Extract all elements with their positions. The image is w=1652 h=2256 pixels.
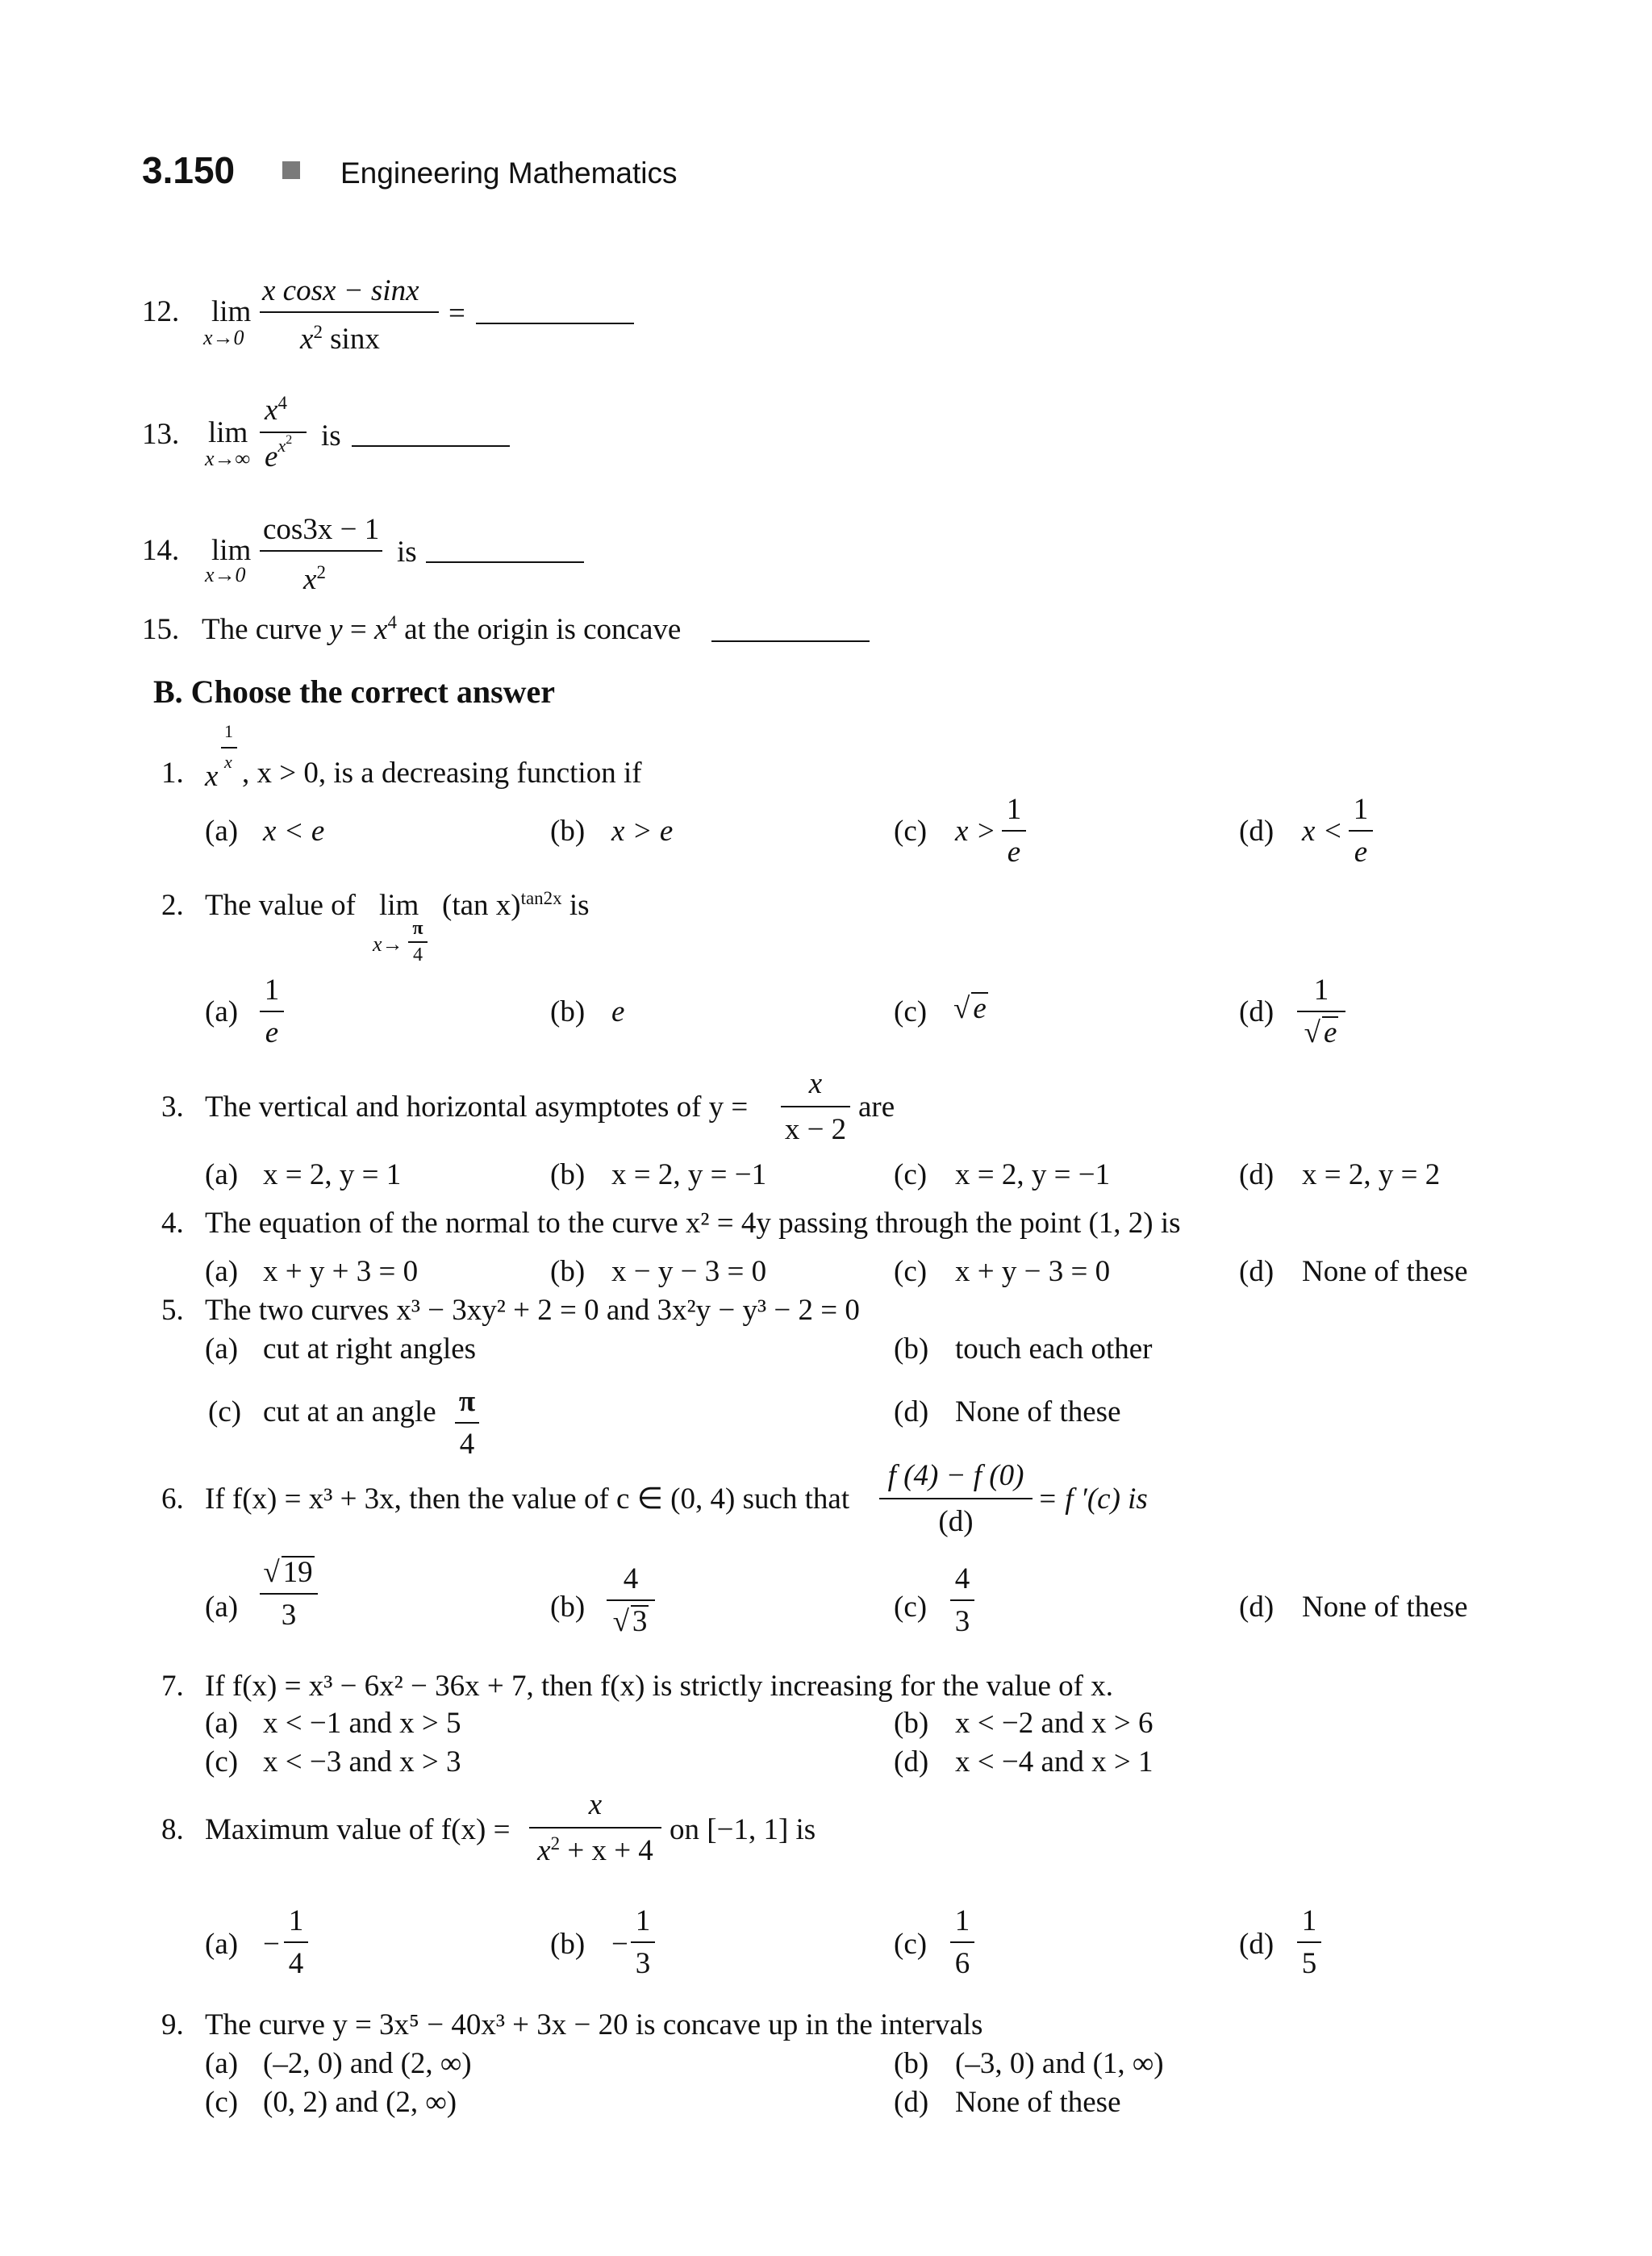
option-c-text: cut at an angle bbox=[263, 1395, 436, 1428]
option-c-text: (0, 2) and (2, ∞) bbox=[263, 2086, 457, 2119]
option-a-label: (a) bbox=[205, 2047, 239, 2080]
option-c-text: x = 2, y = −1 bbox=[955, 1158, 1111, 1191]
option-d-label: (d) bbox=[1239, 1255, 1274, 1288]
answer-blank bbox=[352, 445, 510, 447]
question-text: If f(x) = x³ − 6x² − 36x + 7, then f(x) is strictly increasing for the value of x. bbox=[205, 1670, 1113, 1703]
stem-base: x bbox=[205, 760, 219, 793]
question-number: 8. bbox=[161, 1813, 184, 1846]
option-b-label: (b) bbox=[550, 1591, 586, 1624]
fraction-numerator: f (4) − f (0) bbox=[887, 1459, 1024, 1492]
option-c-fraction bbox=[455, 1384, 479, 1462]
denominator: $x^2$ bbox=[303, 562, 326, 596]
fraction-numerator: π bbox=[412, 918, 423, 939]
option-d-label: (d) bbox=[894, 1745, 929, 1779]
option-b-label: (b) bbox=[550, 815, 586, 848]
option-b-text: x < −2 and x > 6 bbox=[955, 1707, 1153, 1740]
option-a-text: (–2, 0) and (2, ∞) bbox=[263, 2047, 472, 2080]
option-d-label: (d) bbox=[1239, 815, 1274, 848]
fraction-bar bbox=[260, 432, 307, 433]
fraction-denominator: 5 bbox=[1301, 1947, 1317, 1980]
lim-label: lim bbox=[208, 416, 248, 449]
fraction-denominator: 4 bbox=[288, 1947, 304, 1980]
option-d-text: x < bbox=[1302, 815, 1343, 848]
answer-blank bbox=[426, 561, 584, 563]
option-b-label: (b) bbox=[550, 995, 586, 1028]
lim-subscript: x→0 bbox=[205, 563, 246, 586]
option-b-sign: − bbox=[611, 1928, 628, 1961]
fraction-bar bbox=[607, 1599, 655, 1601]
fraction-numerator: 1 bbox=[1313, 974, 1329, 1007]
option-a-label: (a) bbox=[205, 815, 239, 848]
fraction-numerator: 1 bbox=[1006, 793, 1022, 826]
option-b-label: (b) bbox=[550, 1255, 586, 1288]
fraction-denominator: 3 bbox=[954, 1605, 970, 1638]
fraction-denominator: x − 2 bbox=[784, 1113, 847, 1146]
fraction-denominator: $x^2 + x + 4$ bbox=[537, 1833, 653, 1867]
option-d-fraction bbox=[1297, 973, 1345, 1050]
section-heading: B. Choose the correct answer bbox=[153, 673, 556, 710]
question-number: 7. bbox=[161, 1670, 184, 1703]
page-number: 3.150 bbox=[142, 149, 236, 191]
fraction-denominator: 4 bbox=[459, 1428, 475, 1461]
option-d-label: (d) bbox=[1239, 1158, 1274, 1191]
lim-subscript: x→∞ bbox=[205, 447, 251, 470]
option-c-text: √ e bbox=[953, 992, 987, 1025]
option-b-label: (b) bbox=[894, 1707, 929, 1740]
option-a-text: x + y + 3 = 0 bbox=[263, 1255, 419, 1288]
fraction-numerator: π bbox=[458, 1385, 476, 1418]
option-c-label: (c) bbox=[205, 2086, 239, 2119]
fraction-bar bbox=[781, 1106, 850, 1107]
stem-fraction bbox=[529, 1787, 661, 1868]
option-a-label: (a) bbox=[205, 995, 239, 1028]
lim-label: lim bbox=[211, 295, 252, 328]
option-b-text: touch each other bbox=[955, 1332, 1153, 1366]
option-d-label: (d) bbox=[1239, 995, 1274, 1028]
question-text: The two curves x³ − 3xy² + 2 = 0 and 3x²y − y³ − 2 = 0 bbox=[205, 1294, 860, 1327]
fraction-bar bbox=[631, 1941, 655, 1943]
fraction-bar bbox=[260, 311, 439, 313]
fraction-numerator: 1 bbox=[1301, 1904, 1317, 1937]
fraction-denominator: √ 3 bbox=[612, 1605, 648, 1638]
option-b-fraction bbox=[631, 1904, 655, 1981]
question-number: 3. bbox=[161, 1090, 184, 1124]
option-c-text: x + y − 3 = 0 bbox=[955, 1255, 1111, 1288]
option-b-text: x − y − 3 = 0 bbox=[611, 1255, 767, 1288]
option-d-label: (d) bbox=[894, 1395, 929, 1428]
option-b-label: (b) bbox=[894, 1332, 929, 1366]
option-b-label: (b) bbox=[550, 1928, 586, 1961]
book-title: Engineering Mathematics bbox=[340, 156, 678, 190]
option-c-fraction bbox=[1002, 792, 1026, 869]
option-a-label: (a) bbox=[205, 1255, 239, 1288]
option-a-fraction bbox=[284, 1904, 308, 1981]
question-number: 14. bbox=[142, 534, 180, 567]
option-d-fraction bbox=[1297, 1904, 1321, 1981]
option-a-sign: − bbox=[263, 1928, 280, 1961]
question-number: 2. bbox=[161, 889, 184, 922]
option-b-label: (b) bbox=[550, 1158, 586, 1191]
question-number: 13. bbox=[142, 418, 180, 451]
option-a-text: cut at right angles bbox=[263, 1332, 477, 1366]
option-c-label: (c) bbox=[894, 1158, 928, 1191]
fraction-denominator: 6 bbox=[954, 1947, 970, 1980]
fraction-bar bbox=[1349, 830, 1373, 832]
option-c-label: (c) bbox=[205, 1745, 239, 1779]
question-text: The value of bbox=[205, 889, 356, 922]
question-text: If f(x) = x³ + 3x, then the value of c ∈ (0, 4) such that bbox=[205, 1482, 850, 1516]
fraction-numerator: x bbox=[588, 1788, 603, 1821]
fraction-numerator: 1 bbox=[288, 1904, 304, 1937]
fraction-denominator: 4 bbox=[413, 944, 423, 965]
fraction-bar bbox=[1002, 830, 1026, 832]
exp-denominator: x bbox=[224, 752, 232, 772]
option-d-text: x < −4 and x > 1 bbox=[955, 1745, 1153, 1779]
question-text: The curve $y = x^4$ at the origin is concave bbox=[202, 612, 682, 646]
question-text: The curve y = 3x⁵ − 40x³ + 3x − 20 is concave up in the intervals bbox=[205, 2008, 983, 2041]
question-number: 15. bbox=[142, 613, 180, 646]
option-c-text: x < −3 and x > 3 bbox=[263, 1745, 461, 1779]
option-c-label: (c) bbox=[894, 1255, 928, 1288]
option-a-label: (a) bbox=[205, 1332, 239, 1366]
option-b-fraction bbox=[607, 1562, 655, 1639]
option-c-label: (c) bbox=[894, 1928, 928, 1961]
option-d-text: None of these bbox=[955, 2086, 1121, 2119]
question-text-cont: are bbox=[858, 1090, 895, 1124]
option-d-text: None of these bbox=[955, 1395, 1121, 1428]
question-number: 6. bbox=[161, 1482, 184, 1516]
option-b-text: (–3, 0) and (1, ∞) bbox=[955, 2047, 1164, 2080]
answer-blank bbox=[476, 323, 634, 324]
option-d-label: (d) bbox=[894, 2086, 929, 2119]
option-a-label: (a) bbox=[205, 1158, 239, 1191]
fraction-denominator: e bbox=[1354, 836, 1368, 869]
question-number: 4. bbox=[161, 1207, 184, 1240]
option-c-fraction bbox=[950, 1904, 974, 1981]
question-number: 5. bbox=[161, 1294, 184, 1327]
option-d-text: None of these bbox=[1302, 1591, 1468, 1624]
option-d-label: (d) bbox=[1239, 1928, 1274, 1961]
fraction-numerator: 1 bbox=[635, 1904, 651, 1937]
exp-fraction-bar bbox=[221, 747, 237, 749]
fraction-numerator: 1 bbox=[264, 974, 280, 1007]
question-text: The vertical and horizontal asymptotes of y = bbox=[205, 1090, 749, 1124]
stem-fraction bbox=[781, 1066, 850, 1147]
fraction-bar bbox=[260, 1011, 284, 1012]
option-a-fraction bbox=[260, 973, 284, 1050]
fraction-bar bbox=[260, 550, 382, 552]
equals-sign: = bbox=[448, 297, 465, 330]
option-c-label: (c) bbox=[208, 1395, 242, 1428]
lim-subscript: x→ bbox=[373, 932, 403, 956]
fraction-bar bbox=[1297, 1011, 1345, 1012]
lim-label: lim bbox=[211, 534, 252, 567]
fraction-numerator: 1 bbox=[954, 1904, 970, 1937]
question-text: Maximum value of f(x) = bbox=[205, 1813, 511, 1846]
option-c-label: (c) bbox=[894, 815, 928, 848]
sqrt-icon: √ bbox=[612, 1605, 629, 1638]
fraction-numerator: 4 bbox=[954, 1562, 970, 1595]
option-b-text: e bbox=[611, 995, 625, 1028]
fraction-denominator: √ e bbox=[1304, 1016, 1337, 1049]
denominator: $x^2$ sinx bbox=[300, 322, 380, 356]
is-label: is bbox=[321, 419, 341, 452]
fraction-denominator: 3 bbox=[635, 1947, 651, 1980]
fraction-numerator: x bbox=[808, 1067, 823, 1100]
option-b-text: x = 2, y = −1 bbox=[611, 1158, 767, 1191]
question-text: , x > 0, is a decreasing function if bbox=[242, 757, 642, 790]
fraction-bar bbox=[950, 1941, 974, 1943]
question-text-cont: = f ′(c) is bbox=[1037, 1482, 1148, 1516]
fraction-numerator: √ 19 bbox=[263, 1556, 313, 1589]
option-c-fraction bbox=[950, 1562, 974, 1639]
lim-label: lim bbox=[379, 889, 419, 922]
sqrt-icon: √ bbox=[263, 1556, 280, 1589]
option-b-text: x > e bbox=[611, 815, 674, 848]
fraction-bar bbox=[529, 1827, 661, 1829]
answer-blank bbox=[711, 640, 870, 642]
fraction-numerator: 1 bbox=[1353, 793, 1369, 826]
lim-subscript: x→0 bbox=[203, 326, 244, 349]
fraction-bar bbox=[879, 1498, 1032, 1499]
fraction-denominator: e bbox=[1007, 836, 1021, 869]
option-c-text: x > bbox=[955, 815, 996, 848]
numerator: $x^4$ bbox=[265, 393, 287, 427]
option-a-label: (a) bbox=[205, 1928, 239, 1961]
option-d-label: (d) bbox=[1239, 1591, 1274, 1624]
option-a-label: (a) bbox=[205, 1707, 239, 1740]
option-d-text: None of these bbox=[1302, 1255, 1468, 1288]
option-a-text: x < −1 and x > 5 bbox=[263, 1707, 461, 1740]
question-number: 9. bbox=[161, 2008, 184, 2041]
question-text-cont: (tan x)$^{tan2x}$ is bbox=[442, 888, 590, 922]
fraction-denominator: e bbox=[265, 1016, 279, 1049]
sqrt-icon: √ bbox=[1304, 1016, 1320, 1049]
option-a-label: (a) bbox=[205, 1591, 239, 1624]
fraction-bar bbox=[284, 1941, 308, 1943]
question-text: The equation of the normal to the curve x² = 4y passing through the point (1, 2) is bbox=[205, 1207, 1181, 1240]
sqrt-icon: √ bbox=[953, 992, 970, 1025]
question-text-cont: on [−1, 1] is bbox=[670, 1813, 816, 1846]
denominator: $e^{x2}$ bbox=[265, 433, 293, 473]
is-label: is bbox=[397, 536, 417, 569]
option-c-label: (c) bbox=[894, 1591, 928, 1624]
stem-fraction bbox=[879, 1458, 1032, 1539]
question-number: 12. bbox=[142, 295, 180, 328]
option-a-fraction bbox=[260, 1555, 318, 1633]
option-a-text: x = 2, y = 1 bbox=[263, 1158, 402, 1191]
exp-numerator: 1 bbox=[224, 721, 233, 741]
option-d-text: x = 2, y = 2 bbox=[1302, 1158, 1441, 1191]
header-square-icon bbox=[282, 161, 300, 179]
option-d-fraction bbox=[1349, 792, 1373, 869]
fraction-numerator: 4 bbox=[623, 1562, 639, 1595]
fraction-denominator: 3 bbox=[281, 1599, 297, 1632]
option-c-label: (c) bbox=[894, 995, 928, 1028]
question-number: 1. bbox=[161, 757, 184, 790]
fraction-denominator: (d) bbox=[938, 1505, 974, 1538]
lim-subscript-fraction bbox=[408, 918, 428, 966]
option-b-label: (b) bbox=[894, 2047, 929, 2080]
fraction-bar bbox=[455, 1422, 479, 1424]
numerator: x cosx − sinx bbox=[262, 274, 419, 307]
fraction-bar bbox=[950, 1599, 974, 1601]
numerator: cos3x − 1 bbox=[263, 513, 380, 546]
fraction-bar bbox=[1297, 1941, 1321, 1943]
fraction-bar bbox=[260, 1593, 318, 1595]
fraction-bar bbox=[408, 941, 428, 943]
option-a-text: x < e bbox=[263, 815, 325, 848]
